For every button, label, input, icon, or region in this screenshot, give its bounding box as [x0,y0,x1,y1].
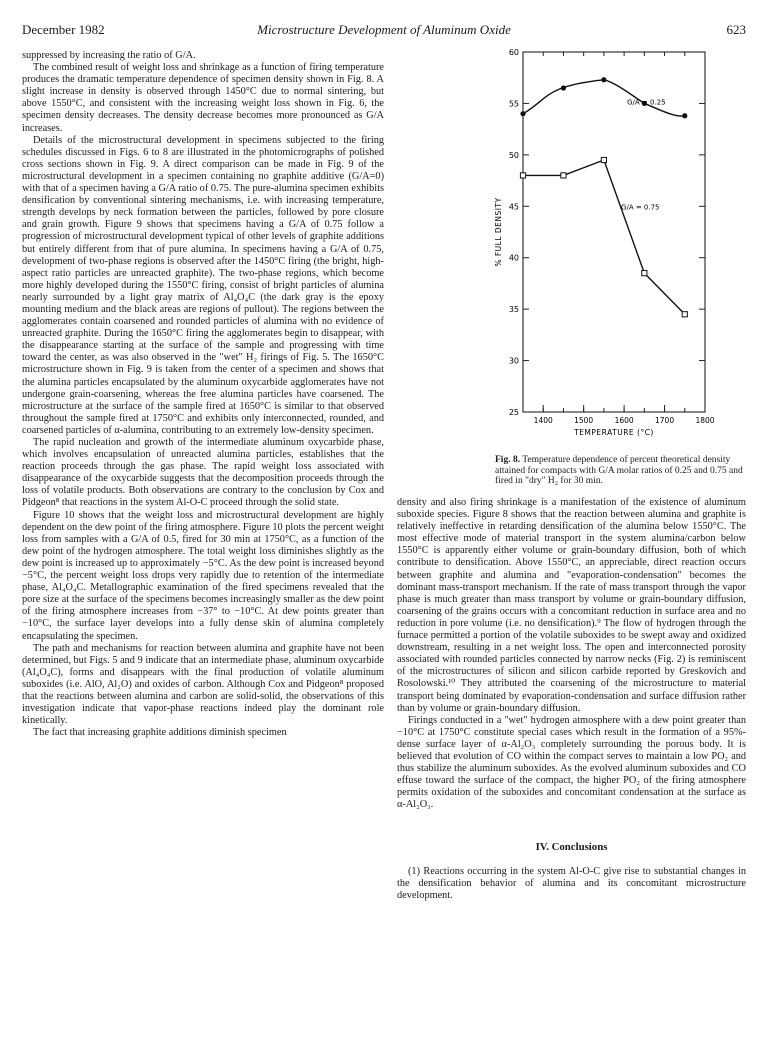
y-tick-label: 25 [508,408,519,417]
left-column [22,50,384,739]
data-point [682,312,687,317]
y-axis-label: % FULL DENSITY [494,197,503,267]
paragraph: Figure 10 shows that the weight loss and microstructural development are highly dependent on the dew point of the firing atmosphere. Figure 10 plots the percent weight loss from samples with a G/A of 0.5, fired for 30 min at 1750°C, as a function of the dew point of the hydrogen atmosphere. The total weight loss diminishes slightly as the dew point is increased up to approximately −5°C. As the dew point is increased beyond −5°C, the percent weight loss drops very rapidly due to retention of the intermediate phase, Al₄O₄C. Metallographic examination of the fired specimens revealed that the pore size at the surface of the specimens becomes increasingly smaller as the dew point of the firing atmosphere increases from −37° to −10°C. At dew points greater than −10°C, the surface layer develops into a fully dense skin of alumina completely encapsulating the specimen. [22,509,384,642]
paragraph: (1) Reactions occurring in the system Al-O-C give rise to substantial changes in the densification behavior of alumina and its concomitant microstructure development. [397,865,746,901]
x-tick-label: 1400 [533,416,553,425]
header-date: December 1982 [22,22,105,37]
y-tick-label: 40 [508,253,519,263]
section-heading: IV. Conclusions [535,841,608,854]
y-tick-label: 30 [508,356,519,366]
x-tick-label: 1800 [695,416,715,425]
data-point [520,173,525,178]
data-point [520,111,525,116]
data-point [561,85,566,90]
paragraph: The path and mechanisms for reaction between alumina and graphite have not been determined, but Figs. 5 and 9 indicate that an intermediate phase, aluminum oxycarbide (Al₄O₄C), forms and disappears with the final production of volatile aluminum suboxides (i.e. AlO, Al₂O) and oxides of carbon. Although Cox and Pidgeon⁸ proposed that the reactions between alumina and carbon are solid-solid, the observations of this investigation indicate that vapor-phase reactions indeed play the dominant role kinetically. [22,642,384,727]
paragraph: Firings conducted in a "wet" hydrogen atmosphere with a dew point greater than −10°C at 1750°C constitute special cases which result in the formation of a 95%-dense surface layer of α-Al₂O₃ completely surrounding the porous body. It is believed that evolution of CO within the compact serves to maintain a low PO₂ and thus stabilize the aluminum suboxides. As the evolved aluminum suboxides and CO effuse toward the surface of the compact, the higher PO₂ of the firing atmosphere permits oxidation of the suboxides and concomitant condensation at the surface as α-Al₂O₃. [397,714,746,811]
paragraph: The rapid nucleation and growth of the intermediate aluminum oxycarbide phase, which involves encapsulation of unreacted alumina particles, establishes that the reaction proceeds through the gas phase. The rapid weight loss associated with disappearance of the oxycarbide suggests that the decomposition proceeds through the loss of volatile products. Both observations are contrary to the conclusion by Cox and Pidgeon⁸ that reactions in the system Al-O-C proceed through the solid state. [22,437,384,509]
paragraph: The fact that increasing graphite additions diminish specimen [33,727,287,739]
x-tick-label: 1500 [574,416,594,425]
paragraph: density and also firing shrinkage is a manifestation of the existence of aluminum suboxide species. Figure 8 shows that the reaction between alumina and graphite is relatively ineffective in retarding densification of the alumina below 1550°C. The most effective mode of material transport in the system alumina/carbon below 1550°C is apparently either volume or grain-boundary diffusion, both of which contribute to densification. Above 1550°C, an appreciable, direct reaction occurs between graphite and alumina and "evaporation-condensation" becomes the dominant mass-transport mechanism. If the rate of mass transport through the vapor phase is much greater than mass transport by volume or grain-boundary diffusion, coarsening of the grains occurs with a concomitant reduction in surface area and no reduction in pore volume (i.e. no densification).⁹ The flow of hydrogen through the furnace permitted a portion of the volatile suboxides to be swept away and oxidized downstream, resulting in a net weight loss. The open and interconnected porosity associated with rounded particles connected by narrow necks (Fig. 2) is reminiscent of the microstructures of silicon and silicon carbide reported by Greskovich and Rosolowski.¹⁰ They attributed the coarsening of the microstructure to material transport being dominated by evaporation-condensation and surface diffusion rather than by volume or grain-boundary diffusion. [397,497,746,714]
y-tick-label: 50 [508,150,519,160]
right-column [397,497,746,902]
caption-text: Temperature dependence of percent theoretical density attained for compacts with G/A molar ratios of 0.25 and 0.75 and fired in "dry" H₂ for 30 min. [495,455,743,487]
page-number: 623 [726,22,746,37]
y-tick-label: 60 [508,48,519,57]
page-header [22,22,746,38]
paragraph: Details of the microstructural development in specimens subjected to the firing schedules discussed in Figs. 6 to 8 are illustrated in the photomicrographs of polished cross sections shown in Fig. 9. A direct comparison can be made in Fig. 9 of the microstructural development in a specimen containing no graphite additive (G/A=0) with that of a specimen having a G/A ratio of 0.75. The pure-alumina specimen exhibits densification by conventional sintering mechanisms, i.e. with increasing temperature, strength develops by neck formation between the particles, followed by pore closure and grain growth. Figure 9 shows that specimens having a G/A of 0.75 follow a progression of microstructural development typical of other levels of graphite additions but entirely different from that of pure alumina. In specimens having a G/A of 0.75, development of two-phase regions is observed after the 1450°C firing (the bright, high-aspect ratio particles are unreacted graphite). The two-phase regions, which become more highly developed during the 1550°C firing, consist of bright particles of alumina nearly surrounded by a light gray matrix of Al₄O₄C (the dark gray is the epoxy mounting medium and the black areas are regions of pullout). The regions between the agglomerates contain coarsened and rounded particles of alumina with no evidence of unreacted graphite. During the 1650°C firing the agglomerates begin to disappear, with the disappearance starting at the surface of the sample and progressing with time toward the center, as was also observed in the "wet" H₂ firings of Fig. 5. The 1650°C microstructure shown in Fig. 9 is taken from the center of a specimen and shows that the alumina particles encapsulated by the aluminum oxycarbide agglomerates have not undergone grain-coarsening, whereas the free alumina particles have coarsened. The microstructure at the surface of the sample fired at 1650°C is similar to that observed throughout the sample fired at 1750°C and exhibits only interconnected, rounded, and coarsened particles of α-alumina, contributing to an extremely low-density specimen. [22,134,384,436]
y-tick-label: 55 [508,99,519,109]
series-line-2 [523,160,685,314]
series-label: G/A = 0.75 [621,203,660,212]
data-point [601,77,606,82]
figure-caption [495,455,745,487]
x-tick-label: 1600 [614,416,634,425]
caption-label: Fig. 8. [495,455,521,465]
data-point [601,157,606,162]
header-title: Microstructure Development of Aluminum Oxide [257,22,511,37]
y-tick-label: 45 [508,202,519,212]
paragraph: The combined result of weight loss and shrinkage as a function of firing temperature produces the dramatic temperature dependence of specimen density shown in Fig. 8. A slight increase in density is observed through 1450°C due to normal sintering, but above 1550°C, and consistent with the increasing weight loss shown in Fig. 6, the specimen density decreases. The density decrease becomes more pronounced as G/A increases. [22,62,384,134]
y-tick-label: 35 [508,305,519,315]
paragraph: suppressed by increasing the ratio of G/A. [22,50,196,61]
plot-frame [523,52,705,412]
x-tick-label: 1700 [655,416,675,425]
figure-8-chart [495,38,745,452]
series-label: G/A = 0.25 [627,98,666,107]
data-point [561,173,566,178]
data-point [682,113,687,118]
data-point [642,271,647,276]
x-axis-label: TEMPERATURE (°C) [574,428,654,437]
